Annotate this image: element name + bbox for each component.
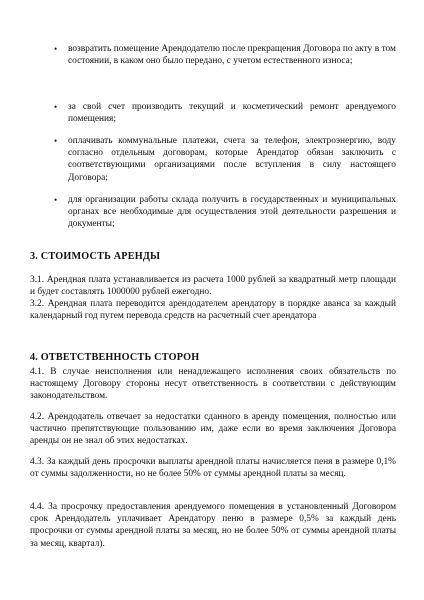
bullet-item-return-premises	[54, 43, 396, 67]
bullet-text: для организации работы склада получить в государственных и муниципальных органах все необходимые для осуществления этой деятельности разрешения и документы;	[68, 195, 396, 230]
section-3-paragraph-2: 3.2. Арендная плата переводится арендодателем арендатору в порядке аванса за каждый календарный год путем перевода средств на расчетный счет арендатора	[30, 299, 396, 322]
bullet-item-repairs	[54, 101, 396, 125]
bullet-marker: •	[54, 102, 58, 112]
bullet-marker: •	[54, 195, 58, 205]
bullet-marker: •	[54, 136, 58, 146]
section-4-heading: 4. ОТВЕТСТВЕННОСТЬ СТОРОН	[30, 352, 200, 363]
bullet-text: возвратить помещение Арендодателю после прекращения Договора по акту в том состоянии, в каком оно было передано, с учетом естественного износа;	[68, 44, 396, 67]
section-4-paragraph-3: 4.3. За каждый день просрочки выплаты арендной платы начисляется пеня в размере 0,1% от суммы задолженности, но не более 50% от суммы арендной платы за месяц.	[30, 457, 396, 480]
section-3-paragraph-1: 3.1. Арендная плата устанавливается из расчета 1000 рублей за квадратный метр площади и будет составлять 1000000 рублей ежегодно.	[30, 275, 396, 298]
section-4-paragraph-1: 4.1. В случае неисполнения или ненадлежащего исполнения своих обязательств по настоящему Договору стороны несут ответственность в соответствии с действующим законодательством.	[30, 367, 396, 402]
bullet-item-utilities	[54, 135, 396, 184]
bullet-text: за свой счет производить текущий и косметический ремонт арендуемого помещения;	[68, 102, 396, 125]
bullet-marker: •	[54, 44, 58, 54]
bullet-text: оплачивать коммунальные платежи, счета за телефон, электроэнергию, воду согласно отдельным договорам, которые Арендатор обязан заключить с соответствующими организациями после вступления в силу настоящего Договора;	[68, 136, 396, 183]
section-3-heading: 3. СТОИМОСТЬ АРЕНДЫ	[30, 251, 161, 262]
bullet-item-permits	[54, 194, 396, 231]
section-4-paragraph-4: 4.4. За просрочку предоставления арендуемого помещения в установленный Договором срок Арендодатель уплачивает Арендатору пеню в размере 0,5% за каждый день просрочки от суммы арендной платы за месяц, но не более 50% от суммы арендной платы за месяц, квартал).	[30, 502, 396, 549]
section-4-paragraph-2: 4.2. Арендодатель отвечает за недостатки сданного в аренду помещения, полностью или частично препятствующие пользованию им, даже если во время заключения Договора аренды он не знал об этих недостатках.	[30, 412, 396, 447]
